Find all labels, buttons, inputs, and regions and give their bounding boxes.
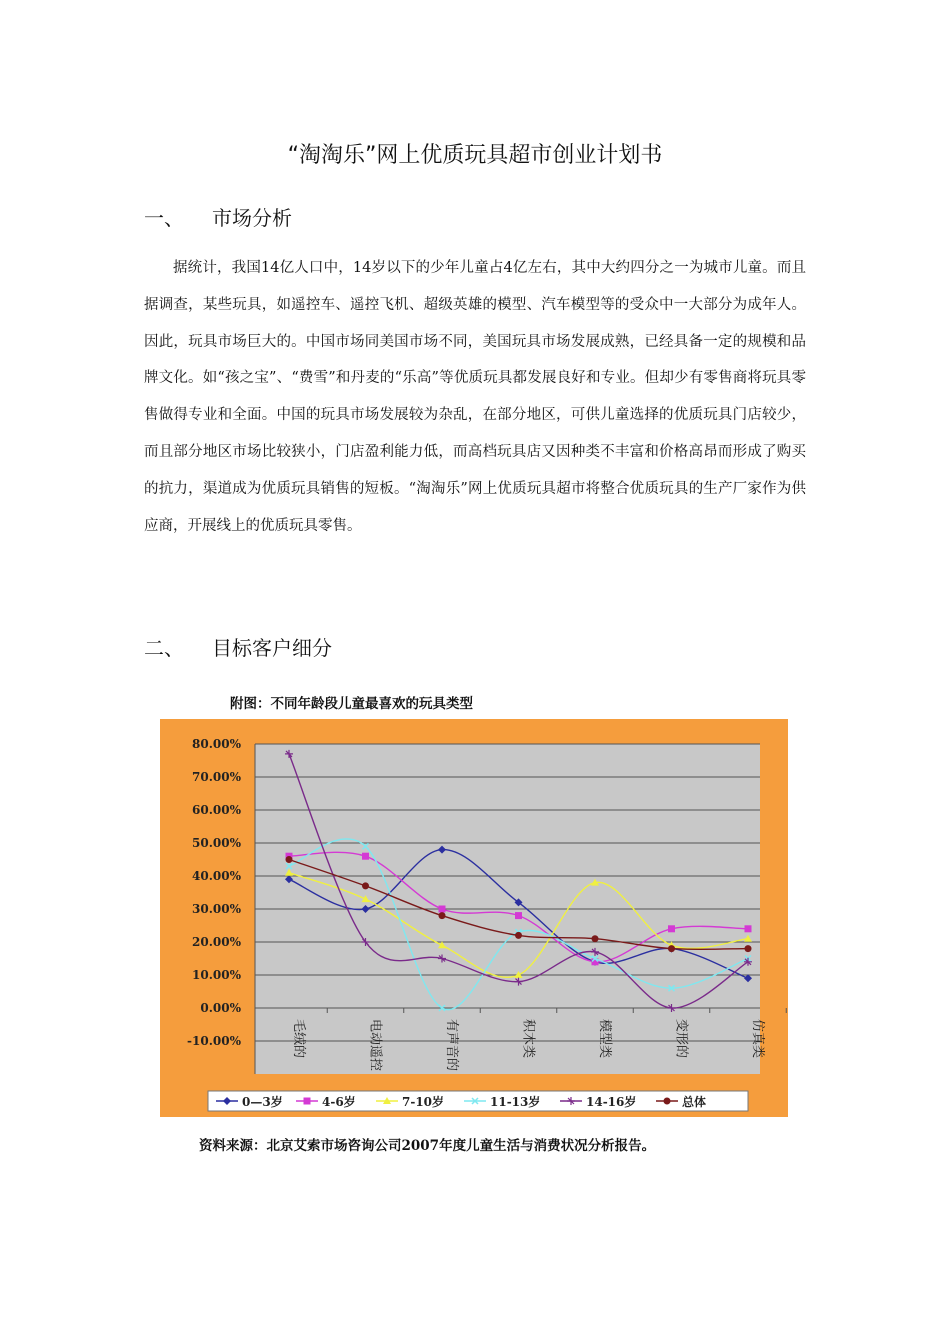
legend-marker bbox=[664, 1098, 671, 1105]
toy-preference-chart bbox=[160, 719, 788, 1117]
section-number: 一、 bbox=[144, 206, 184, 230]
data-point bbox=[515, 932, 522, 939]
x-tick-label: 积木类 bbox=[520, 1019, 536, 1059]
data-point bbox=[668, 925, 675, 932]
data-point bbox=[745, 925, 752, 932]
x-tick-label: 电动遥控 bbox=[367, 1019, 383, 1072]
x-tick-label: 仿真类 bbox=[750, 1019, 765, 1059]
data-point bbox=[362, 853, 369, 860]
section-heading-target-customers bbox=[144, 632, 332, 661]
x-tick-label: 模型类 bbox=[597, 1019, 612, 1059]
section-number: 二、 bbox=[144, 636, 184, 660]
section-title: 市场分析 bbox=[212, 206, 292, 230]
y-tick-label: 70.00% bbox=[192, 770, 241, 784]
chart-svg bbox=[160, 719, 788, 1117]
y-tick-label: -10.00% bbox=[187, 1034, 241, 1048]
section-title: 目标客户细分 bbox=[212, 636, 332, 660]
data-point bbox=[668, 945, 675, 952]
legend bbox=[208, 1091, 748, 1111]
document-title: “淘淘乐”网上优质玩具超市创业计划书 bbox=[287, 143, 663, 168]
section-heading-market-analysis bbox=[144, 202, 292, 231]
data-point bbox=[745, 945, 752, 952]
legend-label: 11-13岁 bbox=[490, 1095, 541, 1109]
y-tick-label: 30.00% bbox=[192, 902, 241, 916]
market-analysis-paragraph: 据统计，我国14亿人口中，14岁以下的少年儿童占4亿左右，其中大约四分之一为城市儿童。而且据调查，某些玩具，如遥控车、遥控飞机、超级英雄的模型、汽车模型等的受众中一大部分为成年人。因此，玩具市场巨大的。中国市场同美国市场不同，美国玩具市场发展成熟，已经具备一定的规模和品牌文化。如“孩之宝”、“费雪”和丹麦的“乐高”等优质玩具都发展良好和专业。但却少有零售商将玩具零售做得专业和全面。中国的玩具市场发展较为杂乱，在部分地区，可供儿童选择的优质玩具门店较少，而且部分地区市场比较狭小，门店盈利能力低，而高档玩具店又因种类不丰富和价格高昂而形成了购买的抗力，渠道成为优质玩具销售的短板。“淘淘乐”网上优质玩具超市将整合优质玩具的生产厂家作为供应商，开展线上的优质玩具零售。 bbox=[144, 260, 806, 534]
legend-label: 14-16岁 bbox=[586, 1095, 637, 1109]
figure-caption: 附图：不同年龄段儿童最喜欢的玩具类型 bbox=[230, 696, 473, 712]
legend-label: 0—3岁 bbox=[242, 1095, 283, 1109]
data-point bbox=[592, 935, 599, 942]
legend-label: 7-10岁 bbox=[402, 1095, 445, 1109]
legend-marker bbox=[304, 1098, 311, 1105]
legend-label: 总体 bbox=[682, 1095, 707, 1109]
data-point bbox=[439, 912, 446, 919]
data-point bbox=[286, 856, 293, 863]
y-tick-label: 60.00% bbox=[192, 803, 241, 817]
data-source-note: 资料来源：北京艾索市场咨询公司2007年度儿童生活与消费状况分析报告。 bbox=[199, 1138, 656, 1154]
y-tick-label: 40.00% bbox=[192, 869, 241, 883]
y-tick-label: 10.00% bbox=[192, 968, 241, 982]
x-tick-label: 有声音的 bbox=[444, 1019, 459, 1072]
data-point bbox=[515, 912, 522, 919]
legend-label: 4-6岁 bbox=[322, 1095, 356, 1109]
y-tick-label: 0.00% bbox=[200, 1001, 241, 1015]
data-point bbox=[439, 906, 446, 913]
data-point bbox=[362, 882, 369, 889]
x-tick-label: 变形的 bbox=[673, 1019, 689, 1059]
y-tick-label: 20.00% bbox=[192, 935, 241, 949]
y-tick-label: 80.00% bbox=[192, 737, 241, 751]
x-tick-label: 毛绒的 bbox=[291, 1019, 306, 1059]
y-tick-label: 50.00% bbox=[192, 836, 241, 850]
